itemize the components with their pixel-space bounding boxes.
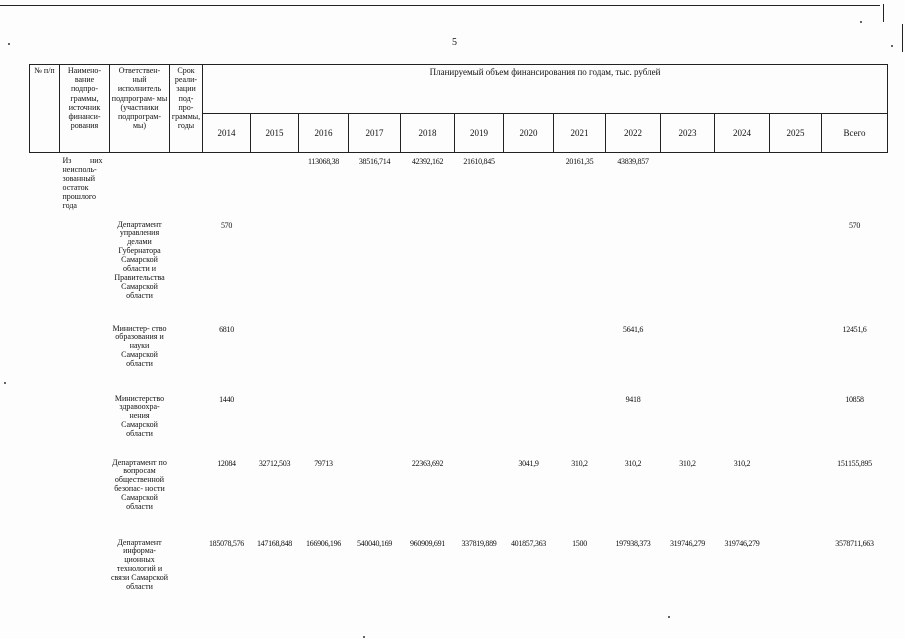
value-cell-2017 xyxy=(349,321,401,391)
value-cell-2021: 310,2 xyxy=(571,458,588,468)
table-row xyxy=(30,321,888,391)
source-cell xyxy=(60,391,110,455)
value-cell-2021: 20161,35 xyxy=(565,157,594,166)
executor-cell: Министер- ство образования и науки Самарской области xyxy=(112,323,167,369)
table-row xyxy=(30,153,888,217)
term-cell xyxy=(170,391,203,455)
scan-edge-mark xyxy=(883,4,884,22)
source-cell xyxy=(60,153,110,217)
value-cell-2025 xyxy=(770,535,822,615)
total-cell: 151155,895 xyxy=(837,458,872,468)
executor-cell xyxy=(110,153,170,217)
value-cell-2023 xyxy=(661,217,715,321)
value-cell-2014: 12084 xyxy=(217,458,236,468)
value-cell-2016 xyxy=(299,217,349,321)
value-cell-2023: 310,2 xyxy=(679,458,696,468)
value-cell-2025 xyxy=(770,391,822,455)
value-cell-2019: 337819,889 xyxy=(461,538,497,548)
source-text: неисполь- зованный остаток прошлого года xyxy=(62,164,97,210)
row-number-cell xyxy=(30,391,60,455)
value-cell-2015 xyxy=(251,321,299,391)
value-cell-2015 xyxy=(251,217,299,321)
value-cell-2024: 319746,279 xyxy=(724,538,760,548)
row-number-cell xyxy=(30,535,60,615)
header-year: 2019 xyxy=(455,114,504,153)
value-cell-2018 xyxy=(401,321,455,391)
total-cell: 12451,6 xyxy=(842,324,867,334)
table-row xyxy=(30,391,888,455)
source-word: них xyxy=(89,156,103,165)
header-year: 2014 xyxy=(203,114,251,153)
value-cell-2014: 570 xyxy=(220,220,233,230)
value-cell-2023 xyxy=(661,321,715,391)
term-cell xyxy=(170,217,203,321)
header-term: Срок реали- зации под- про- граммы, годы xyxy=(170,65,203,153)
header-year: 2025 xyxy=(770,114,822,153)
row-number-cell xyxy=(30,321,60,391)
value-cell-2024: 310,2 xyxy=(733,458,751,468)
executor-cell: Министерство здравоохра- нения Самарской области xyxy=(114,393,165,439)
value-cell-2022: 9418 xyxy=(625,394,641,404)
total-cell xyxy=(822,153,888,217)
value-cell-2018: 42392,162 xyxy=(411,157,444,166)
value-cell-2016: 166906,196 xyxy=(305,538,341,548)
header-year: 2022 xyxy=(606,114,661,153)
header-number: № п/п xyxy=(30,65,60,153)
row-number-cell xyxy=(30,455,60,535)
value-cell-2024 xyxy=(715,153,770,217)
value-cell-2020: 3041,9 xyxy=(518,458,539,468)
value-cell-2018: 960909,691 xyxy=(409,538,445,548)
term-cell xyxy=(170,535,203,615)
value-cell-2020 xyxy=(504,217,554,321)
scan-edge-mark xyxy=(902,24,903,52)
total-cell: 3578711,663 xyxy=(835,538,874,548)
header-year: 2023 xyxy=(661,114,715,153)
header-row xyxy=(30,65,888,114)
header-year: 2018 xyxy=(401,114,455,153)
value-cell-2014 xyxy=(203,153,251,217)
header-year: 2021 xyxy=(554,114,606,153)
table-row xyxy=(30,455,888,535)
scan-speck xyxy=(4,382,6,384)
header-executor: Ответствен- ный исполнитель подпрограм- мы (участники подпрограм- мы) xyxy=(110,65,170,153)
value-cell-2023 xyxy=(661,391,715,455)
value-cell-2025 xyxy=(770,153,822,217)
value-cell-2025 xyxy=(770,321,822,391)
value-cell-2017: 38516,714 xyxy=(358,157,391,166)
value-cell-2024 xyxy=(715,217,770,321)
value-cell-2020 xyxy=(504,391,554,455)
funding-table xyxy=(29,64,888,615)
value-cell-2021 xyxy=(554,391,606,455)
page-number: 5 xyxy=(452,37,457,48)
executor-cell: Департамент информа- ционных технологий и связи Самарской области xyxy=(110,537,169,592)
header-year: 2015 xyxy=(251,114,299,153)
executor-cell: Департамент управления делами Губернатора Самарской области и Правительства Самарской области xyxy=(114,219,165,301)
value-cell-2015 xyxy=(251,153,299,217)
header-year: 2016 xyxy=(299,114,349,153)
value-cell-2016: 113068,38 xyxy=(307,157,339,166)
source-cell xyxy=(60,321,110,391)
table-row xyxy=(30,217,888,321)
scan-speck xyxy=(668,616,670,618)
value-cell-2022: 310,2 xyxy=(624,458,642,468)
term-cell xyxy=(170,321,203,391)
value-cell-2015 xyxy=(251,391,299,455)
table-body xyxy=(30,153,888,615)
value-cell-2021: 1500 xyxy=(572,538,587,548)
term-cell xyxy=(170,153,203,217)
value-cell-2015: 32712,503 xyxy=(258,458,291,468)
row-number-cell xyxy=(30,217,60,321)
header-year: 2024 xyxy=(715,114,770,153)
value-cell-2020 xyxy=(504,321,554,391)
row-number-cell xyxy=(30,153,60,217)
value-cell-2014: 1440 xyxy=(219,394,234,404)
value-cell-2025 xyxy=(770,217,822,321)
value-cell-2017 xyxy=(349,217,401,321)
value-cell-2014: 185078,576 xyxy=(208,538,244,548)
value-cell-2019 xyxy=(455,391,504,455)
value-cell-2017: 540040,169 xyxy=(356,538,392,548)
executor-cell: Департамент по вопросам общественной безопас- ности Самарской области xyxy=(112,457,167,512)
value-cell-2024 xyxy=(715,391,770,455)
value-cell-2016 xyxy=(299,391,349,455)
value-cell-2021 xyxy=(554,321,606,391)
scan-speck xyxy=(8,43,10,45)
source-word: Из xyxy=(62,156,72,165)
source-cell xyxy=(60,535,110,615)
header-year: 2020 xyxy=(504,114,554,153)
value-cell-2019 xyxy=(455,455,504,535)
total-cell: 10858 xyxy=(845,394,864,404)
term-cell xyxy=(170,455,203,535)
value-cell-2019 xyxy=(455,217,504,321)
header-total: Всего xyxy=(822,114,888,153)
header-year: 2017 xyxy=(349,114,401,153)
source-cell xyxy=(60,455,110,535)
value-cell-2017 xyxy=(349,455,401,535)
value-cell-2019: 21610,845 xyxy=(463,157,495,166)
value-cell-2018 xyxy=(401,391,455,455)
value-cell-2023: 319746,279 xyxy=(669,538,705,548)
value-cell-2022: 43839,857 xyxy=(617,157,649,166)
scan-speck xyxy=(363,636,365,638)
value-cell-2020: 401857,363 xyxy=(510,538,546,548)
source-cell xyxy=(60,217,110,321)
value-cell-2018: 22363,692 xyxy=(411,458,444,468)
scan-speck xyxy=(891,45,893,47)
header-subprogram-name: Наимено- вание подпро- граммы, источник финанси- рования xyxy=(60,65,110,153)
value-cell-2019 xyxy=(455,321,504,391)
value-cell-2024 xyxy=(715,321,770,391)
value-cell-2022 xyxy=(606,217,661,321)
value-cell-2016 xyxy=(299,321,349,391)
value-cell-2018 xyxy=(401,217,455,321)
value-cell-2025 xyxy=(770,455,822,535)
value-cell-2021 xyxy=(554,217,606,321)
value-cell-2016: 79713 xyxy=(314,458,333,468)
value-cell-2023 xyxy=(661,153,715,217)
scan-edge-line xyxy=(0,5,880,6)
value-cell-2014: 6810 xyxy=(219,324,234,334)
value-cell-2020 xyxy=(504,153,554,217)
value-cell-2022: 197938,373 xyxy=(615,538,651,548)
value-cell-2015: 147168,848 xyxy=(256,538,292,548)
table-row xyxy=(30,535,888,615)
value-cell-2017 xyxy=(349,391,401,455)
value-cell-2022: 5641,6 xyxy=(622,324,644,334)
total-cell: 570 xyxy=(848,220,861,230)
scan-speck xyxy=(860,21,862,23)
header-funding-by-year: Планируемый объем финансирования по годам, тыс. рублей xyxy=(203,65,888,114)
